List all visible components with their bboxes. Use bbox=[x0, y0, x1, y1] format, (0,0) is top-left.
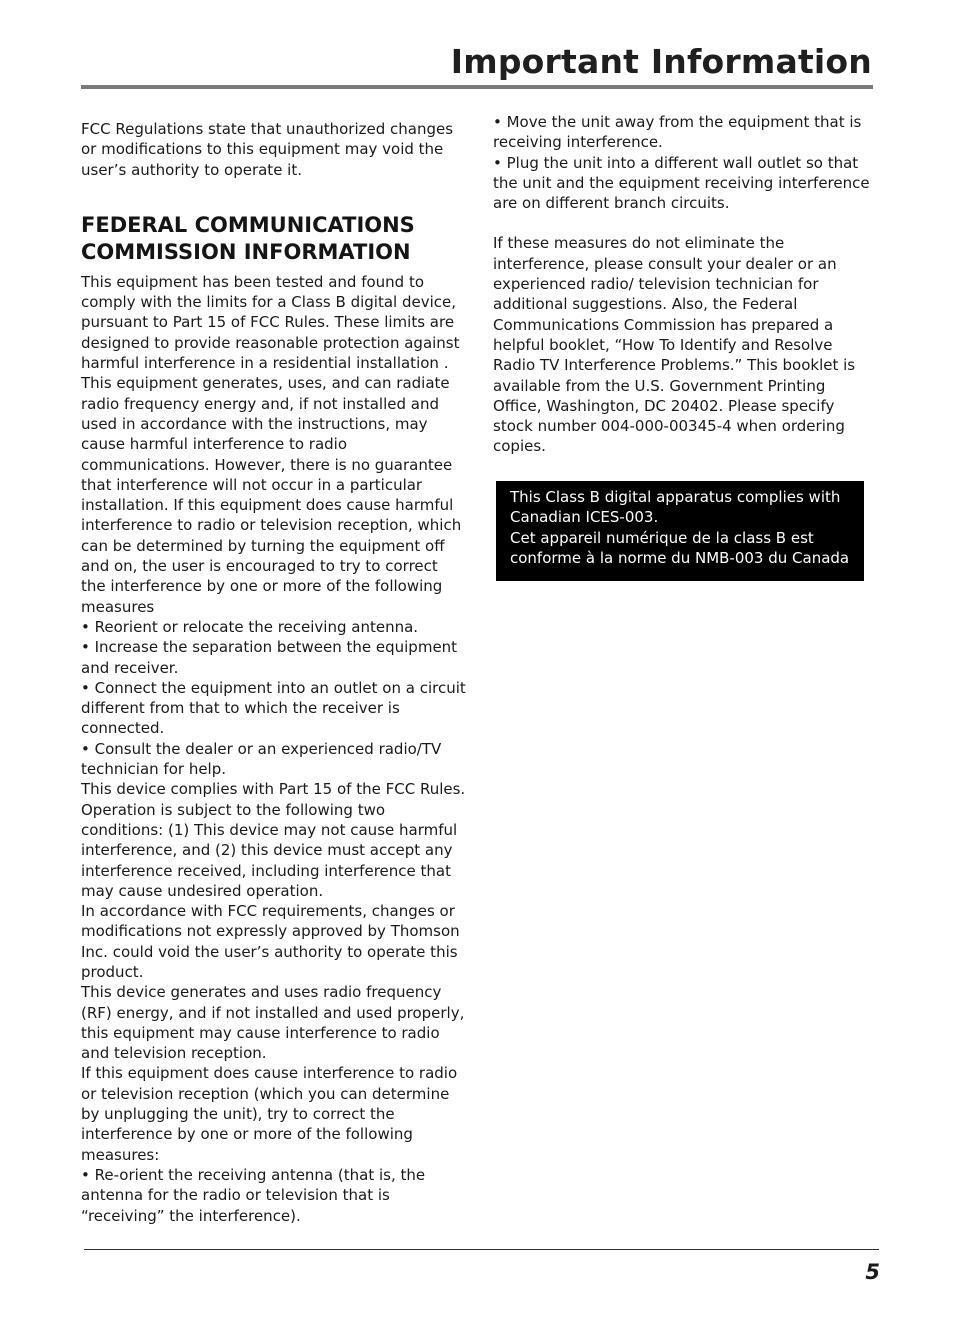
bullet-connect-outlet: • Connect the equipment into an outlet on a circuit different from that to which the receiver is connected. bbox=[81, 678, 466, 738]
spacer bbox=[81, 180, 467, 212]
fcc-section-heading: FEDERAL COMMUNICATIONS COMMISSION INFORMATION bbox=[81, 212, 415, 264]
right-column bbox=[493, 112, 878, 457]
measures-paragraph: If this equipment does cause interference to radio or television reception (which you can determine by unplugging the unit), try to correct the interference by one or more of the following measures: bbox=[81, 1064, 458, 1164]
fcc-regulations-paragraph: FCC Regulations state that unauthorized changes or modifications to this equipment may void the user’s authority to operate it. bbox=[81, 120, 454, 179]
page-number: 5 bbox=[865, 1260, 880, 1284]
header-rule bbox=[81, 85, 873, 89]
bullet-consult-dealer: • Consult the dealer or an experienced radio/TV technician for help. bbox=[81, 739, 442, 779]
notice-english: This Class B digital apparatus complies with Canadian ICES-003. bbox=[510, 488, 841, 527]
page-title: Important Information bbox=[450, 42, 872, 81]
part15-paragraph: This device complies with Part 15 of the FCC Rules. Operation is subject to the following two conditions: (1) This device may not cause harmful interference, and (2) this device must accept any interference received, including interference that may cause undesired operation. bbox=[81, 780, 466, 900]
left-column bbox=[81, 119, 467, 1226]
rf-paragraph: This device generates and uses radio frequency (RF) energy, and if not installed and used properly, this equipment may cause interference to radio and television reception. bbox=[81, 983, 465, 1063]
canadian-compliance-notice bbox=[496, 481, 864, 581]
spacer bbox=[493, 213, 878, 233]
thomson-paragraph: In accordance with FCC requirements, changes or modifications not expressly approved by Thomson Inc. could void the user’s authority to operate this product. bbox=[81, 902, 460, 981]
bullet-increase-separation: • Increase the separation between the equipment and receiver. bbox=[81, 638, 458, 677]
notice-french: Cet appareil numérique de la class B est conforme à la norme du NMB-003 du Canada bbox=[510, 528, 850, 567]
bullet-reorient-receiving-antenna: • Re-orient the receiving antenna (that is, the antenna for the radio or television that is “receiving” the interference). bbox=[81, 1165, 426, 1225]
bullet-plug-unit: • Plug the unit into a different wall outlet so that the unit and the equipment receiving interference are on different branch circuits. bbox=[493, 153, 870, 213]
bullet-move-unit: • Move the unit away from the equipment that is receiving interference. bbox=[493, 113, 862, 152]
bullet-reorient-antenna: • Reorient or relocate the receiving antenna. bbox=[81, 617, 419, 636]
booklet-paragraph: If these measures do not eliminate the interference, please consult your dealer or an experienced radio/ television technician for additional suggestions. Also, the Federal Communications Commission has prepared a helpful booklet, “How To Identify and Resolve Radio TV Interference Problems.” This booklet is available from the U.S. Government Printing Office, Washington, DC 20402. Please specify stock number 004-000-00345-4 when ordering copies. bbox=[493, 234, 856, 456]
fcc-body-paragraph: This equipment has been tested and found to comply with the limits for a Class B digital device, pursuant to Part 15 of FCC Rules. These limits are designed to provide reasonable protection against harmful interference in a residential installation . This equipment generates, uses, and can radiate radio frequency energy and, if not installed and used in accordance with the instructions, may cause harmful interference to radio communications. However, there is no guarantee that interference will not occur in a particular installation. If this equipment does cause harmful interference to radio or television reception, which can be determined by turning the equipment off and on, the user is encouraged to try to correct the interference by one or more of the following measures bbox=[81, 272, 462, 616]
footer-rule bbox=[84, 1249, 879, 1250]
